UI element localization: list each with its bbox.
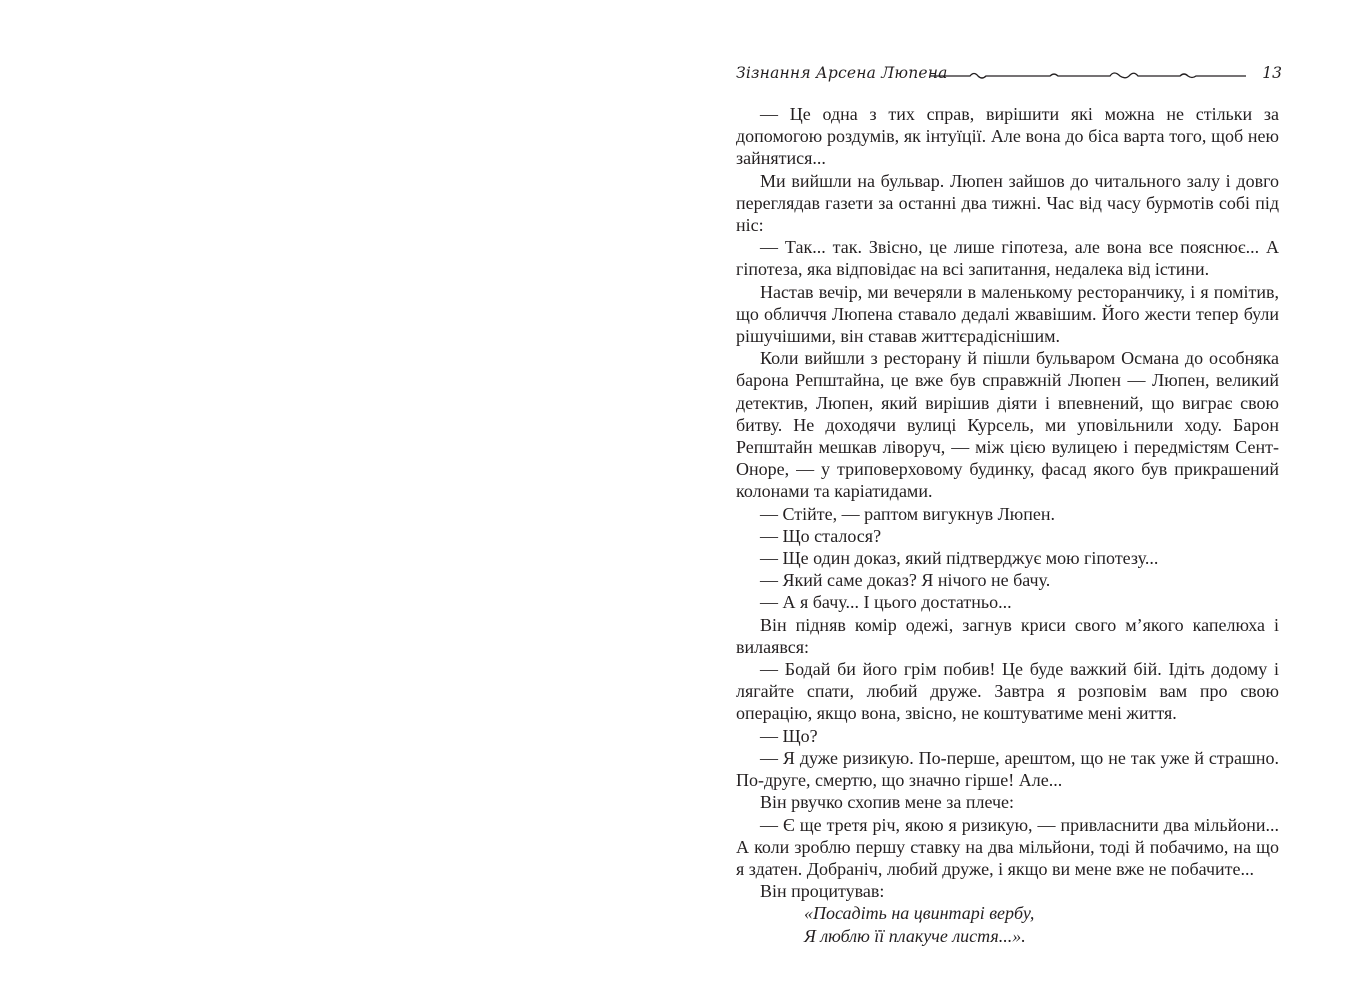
verse-line: «Посадіть на цвинтарі вербу, bbox=[804, 903, 1035, 924]
paragraph: — Бодай би його грім побив! Це буде важкий бій. Ідіть додому і лягайте спати, любий друже. Завтра я розповім вам про свою операцію, якщо вона, звісно, не коштуватиме мені життя. bbox=[736, 659, 1279, 724]
paragraph: — Ще один доказ, який підтверджує мою гіпотезу... bbox=[760, 548, 1159, 569]
paragraph: Коли вийшли з ресторану й пішли бульваром Османа до особняка барона Репштайна, це вже був справжній Люпен — Люпен, великий детектив, Люпен, який вирішив діяти і впевнений, що виграє свою битву. Не доходячи вулиці Курсель, ми уповільнили ходу. Барон Репштайн мешкав ліворуч, — між цією вулицею і передмістям Сент-Оноре, — у триповерховому будинку, фасад якого був прикрашений колонами та каріатидами. bbox=[736, 348, 1279, 502]
paragraph: — Я дуже ризикую. По-перше, арештом, що не так уже й страшно. По-друге, смертю, що значно гірше! Але... bbox=[736, 747, 1279, 791]
running-head bbox=[736, 62, 1282, 92]
body-text bbox=[736, 103, 1279, 947]
paragraph: — Стійте, — раптом вигукнув Люпен. bbox=[760, 503, 1055, 524]
paragraph: — Що сталося? bbox=[760, 525, 882, 546]
paragraph: — А я бачу... І цього достатньо... bbox=[760, 592, 1012, 613]
paragraph: Він процитував: bbox=[760, 881, 885, 902]
paragraph: Він рвучко схопив мене за плече: bbox=[760, 792, 1015, 813]
page-number: 13 bbox=[1262, 64, 1282, 82]
paragraph: — Що? bbox=[760, 725, 818, 746]
paragraph: — Який саме доказ? Я нічого не бачу. bbox=[760, 570, 1051, 591]
paragraph: — Це одна з тих справ, вирішити які можна не стільки за допомогою роздумів, як інтуїції. Але вона до біса варта того, щоб нею зайнятися... bbox=[736, 104, 1279, 169]
paragraph: Настав вечір, ми вечеряли в маленькому ресторанчику, і я помітив, що обличчя Люпена ставало дедалі жвавішим. Його жести тепер були рішучішими, він ставав життєрадіснішим. bbox=[736, 281, 1279, 347]
paragraph: — Є ще третя річ, якою я ризикую, — привласнити два мільйони... А коли зроблю першу ставку на два мільйони, тоді й побачимо, на що я здатен. Добраніч, любий друже, і якщо ви мене вже не побачите... bbox=[736, 814, 1279, 879]
paragraph: Ми вийшли на бульвар. Люпен зайшов до читального залу і довго переглядав газети за останні два тижні. Час від часу бурмотів собі під ніс: bbox=[736, 170, 1279, 236]
decorative-line-ornament bbox=[930, 68, 1246, 82]
paragraph: — Так... так. Звісно, це лише гіпотеза, але вона все пояснює... А гіпотеза, яка відповідає на всі запитання, недалека від істини. bbox=[736, 237, 1279, 280]
verse-line: Я люблю її плакуче листя...». bbox=[804, 925, 1026, 946]
paragraph: Він підняв комір одежі, загнув криси свого м’якого капелюха і вилаявся: bbox=[736, 614, 1279, 657]
book-title: Зізнання Арсена Люпена bbox=[736, 64, 948, 82]
